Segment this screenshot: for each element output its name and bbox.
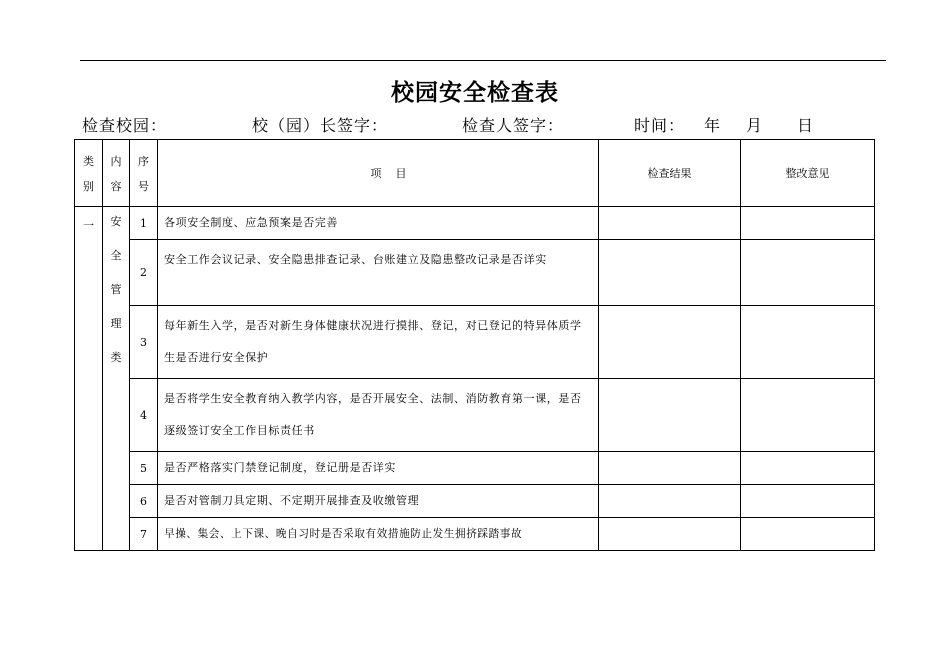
result-cell[interactable] [599,452,741,485]
rectification-cell[interactable] [741,452,875,485]
table-row [75,240,875,306]
table-row [75,452,875,485]
item-cell: 安全工作会议记录、安全隐患排查记录、台账建立及隐患整改记录是否详实 [158,240,599,306]
header-rectification: 整改意见 [741,140,875,207]
table-row [75,207,875,240]
rectification-cell[interactable] [741,306,875,379]
result-cell[interactable] [599,306,741,379]
item-cell: 是否严格落实门禁登记制度，登记册是否详实 [158,452,599,485]
header-seq: 序 号 [130,140,158,207]
header-content: 内 容 [103,140,130,207]
result-cell[interactable] [599,485,741,518]
table-row [75,485,875,518]
year-label: 年 [704,116,722,135]
inspection-table [74,139,875,551]
seq-cell: 4 [130,379,158,452]
header-result: 检查结果 [599,140,741,207]
item-cell: 是否对管制刀具定期、不定期开展排查及收缴管理 [158,485,599,518]
rectification-cell[interactable] [741,379,875,452]
table-row [75,518,875,551]
content-cell: 安 全 管 理 类 [103,207,130,551]
result-cell[interactable] [599,379,741,452]
header-item: 项 目 [158,140,599,207]
seq-cell: 5 [130,452,158,485]
time-label: 时间： [634,116,686,135]
item-cell: 是否将学生安全教育纳入教学内容，是否开展安全、法制、消防教育第一课，是否逐级签订安全工作目标责任书 [158,379,599,452]
item-cell: 各项安全制度、应急预案是否完善 [158,207,599,240]
top-rule [80,60,886,61]
meta-line [0,113,950,137]
result-cell[interactable] [599,207,741,240]
rectification-cell[interactable] [741,485,875,518]
seq-cell: 3 [130,306,158,379]
header-category: 类 别 [75,140,103,207]
campus-label: 检查校园： [82,116,168,135]
seq-cell: 1 [130,207,158,240]
document-title: 校园安全检查表 [391,80,559,106]
table-row [75,379,875,452]
inspector-signature-label: 检查人签字： [462,116,565,135]
day-label: 日 [797,116,815,135]
seq-cell: 7 [130,518,158,551]
result-cell[interactable] [599,518,741,551]
table-row [75,306,875,379]
rectification-cell[interactable] [741,240,875,306]
item-cell: 早操、集会、上下课、晚自习时是否采取有效措施防止发生拥挤踩踏事故 [158,518,599,551]
principal-signature-label: 校（园）长签字： [252,116,389,135]
header-row [75,140,875,207]
category-cell: 一 [75,207,103,551]
item-cell: 每年新生入学，是否对新生身体健康状况进行摸排、登记，对已登记的特异体质学生是否进行安全保护 [158,306,599,379]
rectification-cell[interactable] [741,518,875,551]
seq-cell: 6 [130,485,158,518]
month-label: 月 [746,116,764,135]
result-cell[interactable] [599,240,741,306]
rectification-cell[interactable] [741,207,875,240]
seq-cell: 2 [130,240,158,306]
